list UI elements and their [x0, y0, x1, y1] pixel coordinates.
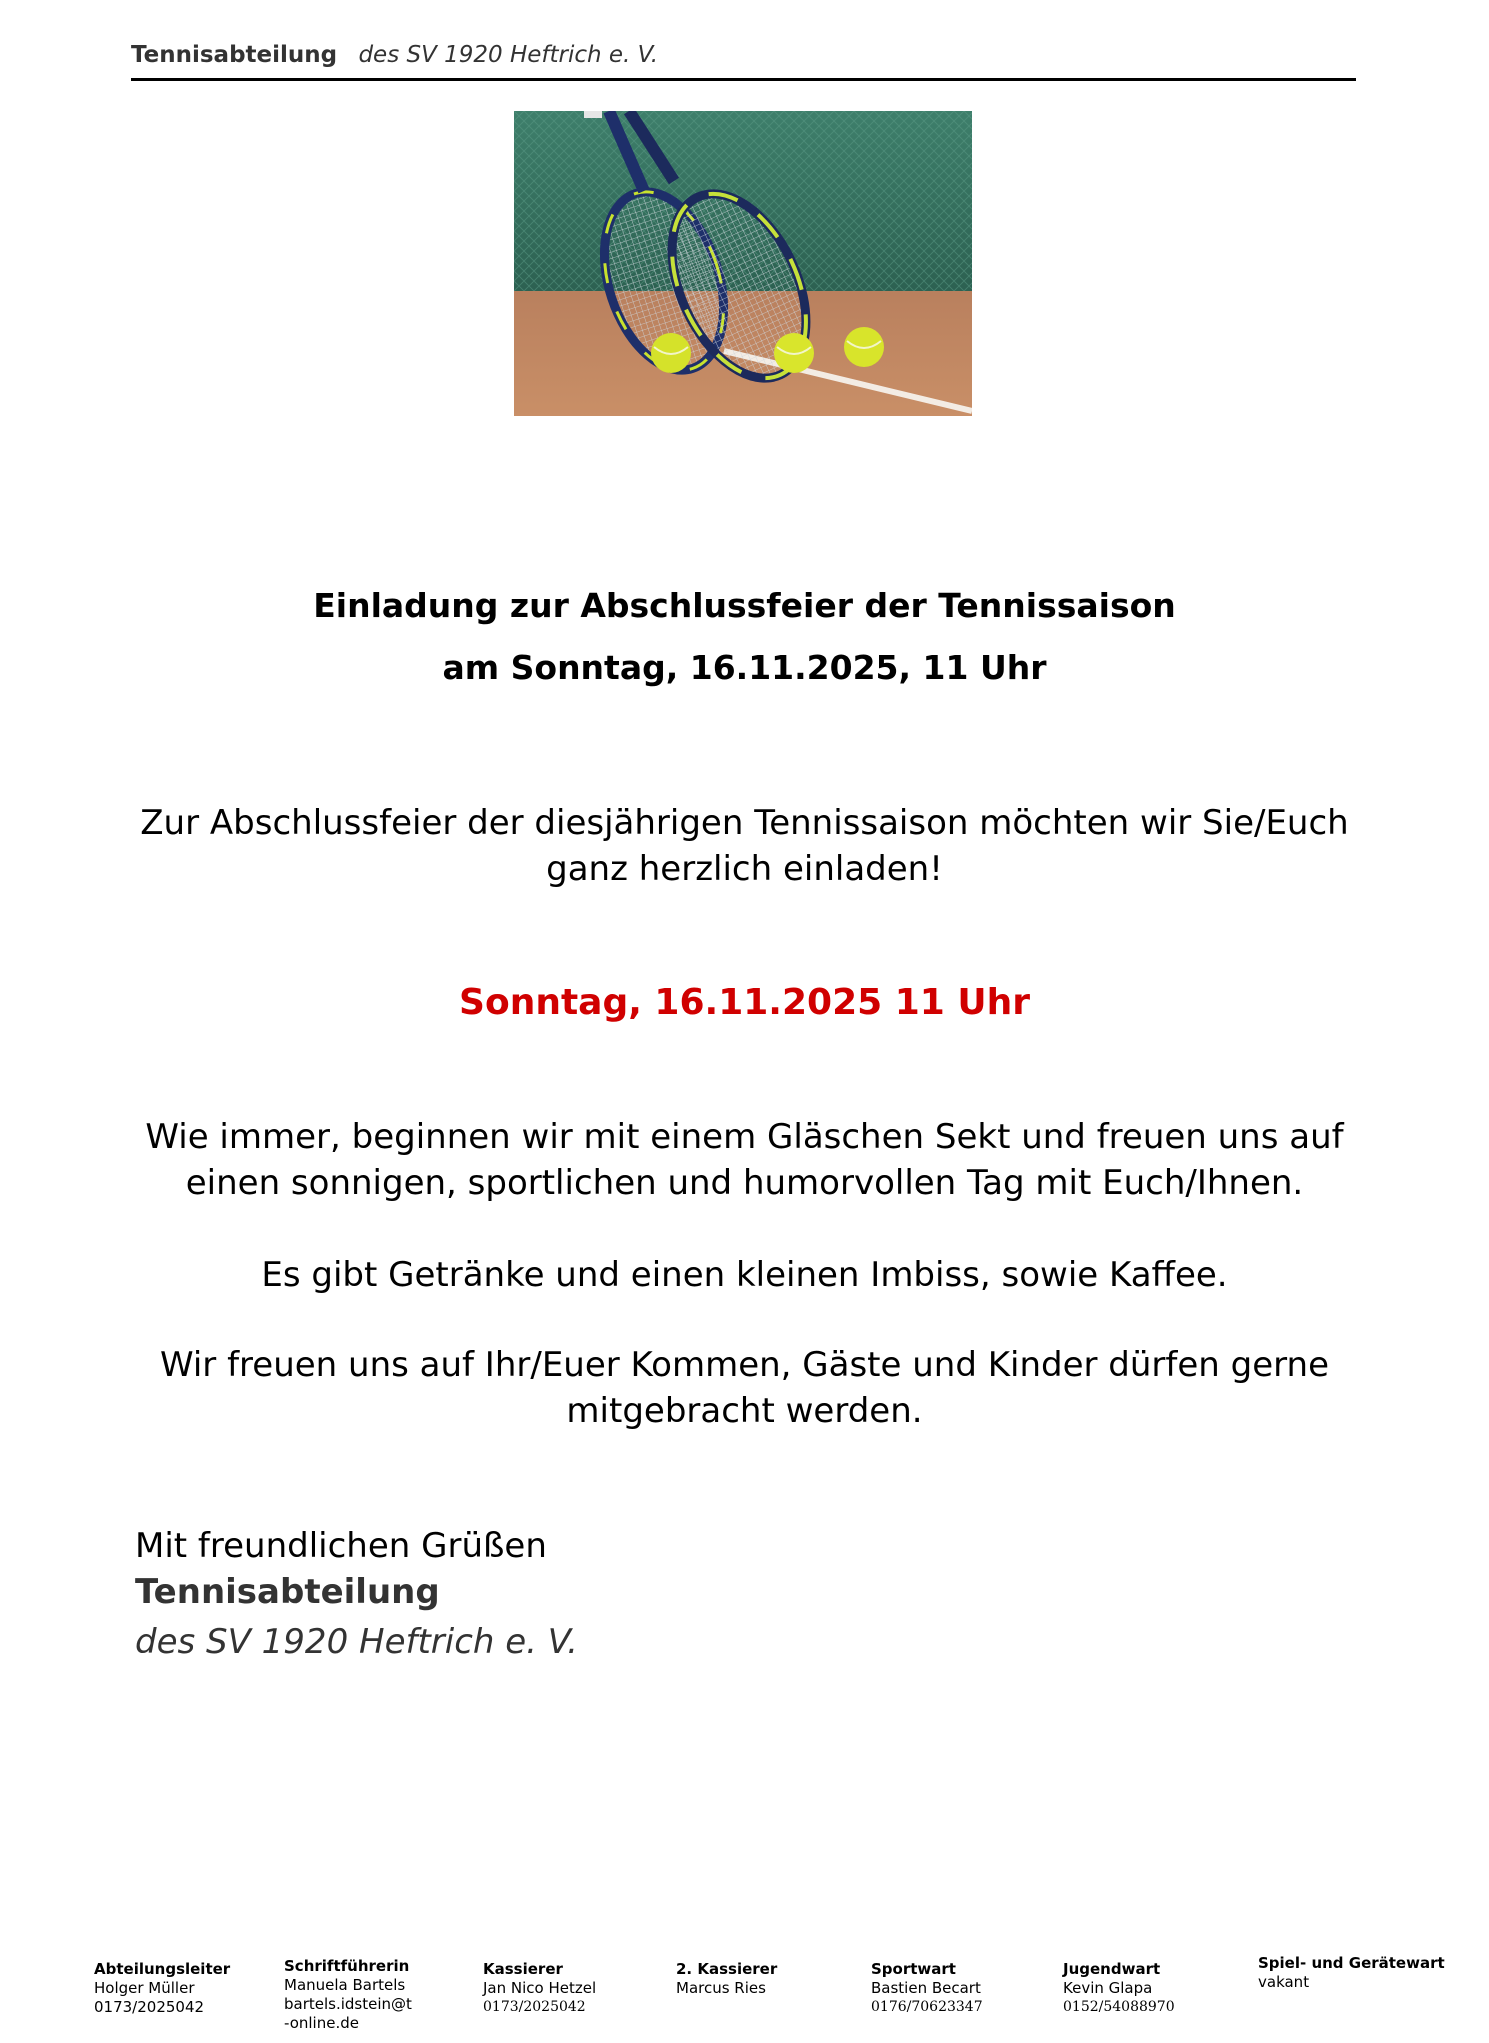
invitation-para-2: Es gibt Getränke und einen kleinen Imbiss, sowie Kaffee. — [261, 1255, 1228, 1295]
footer-name: vakant — [1258, 1973, 1310, 1991]
footer-role: 2. Kassierer — [676, 1960, 778, 1978]
footer-board-member — [284, 1957, 414, 2033]
tennis-rackets-balls-image — [514, 111, 972, 416]
invitation-title-line2: am Sonntag, 16.11.2025, 11 Uhr — [442, 648, 1047, 687]
footer-name: Bastien Becart — [871, 1979, 981, 1997]
footer-contact: bartels.idstein@t-online.de — [284, 1995, 412, 2032]
footer-contact: 0173/2025042 — [483, 1999, 586, 2015]
footer-board-member — [676, 1960, 777, 1998]
letterhead-subtitle: des SV 1920 Heftrich e. V. — [358, 42, 659, 68]
footer-board-member — [483, 1960, 596, 2017]
invitation-title-line1: Einladung zur Abschlussfeier der Tennissaison — [313, 586, 1176, 625]
footer-role: Sportwart — [871, 1960, 956, 1978]
footer-role: Abteilungsleiter — [94, 1960, 231, 1978]
signature-greeting: Mit freundlichen Grüßen — [135, 1526, 547, 1566]
footer-role: Spiel- und Gerätewart — [1258, 1954, 1445, 1972]
footer-name: Marcus Ries — [676, 1979, 766, 1997]
footer-name: Holger Müller — [94, 1979, 195, 1997]
footer-contact: 0173/2025042 — [94, 1998, 205, 2016]
footer-contact: 0176/70623347 — [871, 1999, 983, 2015]
footer-contact: 0152/54088970 — [1063, 1999, 1175, 2015]
invitation-para-1: Wie immer, beginnen wir mit einem Gläschen Sekt und freuen uns auf einen sonnigen, sportlichen und humorvollen Tag mit Euch/Ihnen. — [145, 1117, 1344, 1203]
footer-name: Kevin Glapa — [1063, 1979, 1153, 1997]
footer-board-member — [1258, 1954, 1445, 1992]
footer-role: Schriftführerin — [284, 1957, 410, 1975]
footer-board-member — [94, 1960, 230, 2017]
highlight-date: Sonntag, 16.11.2025 11 Uhr — [459, 982, 1030, 1023]
letterhead — [131, 42, 1356, 81]
footer-board-member — [1063, 1960, 1175, 2017]
footer-role: Kassierer — [483, 1960, 563, 1978]
footer-board-member — [871, 1960, 983, 2017]
invitation-intro: Zur Abschlussfeier der diesjährigen Tennissaison möchten wir Sie/Euch ganz herzlich einladen! — [140, 803, 1349, 889]
signature-subtitle: des SV 1920 Heftrich e. V. — [135, 1622, 578, 1662]
footer-name: Jan Nico Hetzel — [483, 1979, 597, 1997]
footer-name: Manuela Bartels — [284, 1976, 406, 1994]
signature-org: Tennisabteilung — [135, 1572, 440, 1612]
footer-role: Jugendwart — [1063, 1960, 1161, 1978]
invitation-para-3: Wir freuen uns auf Ihr/Euer Kommen, Gäste und Kinder dürfen gerne mitgebracht werden. — [159, 1345, 1329, 1431]
letterhead-org: Tennisabteilung — [131, 42, 338, 68]
